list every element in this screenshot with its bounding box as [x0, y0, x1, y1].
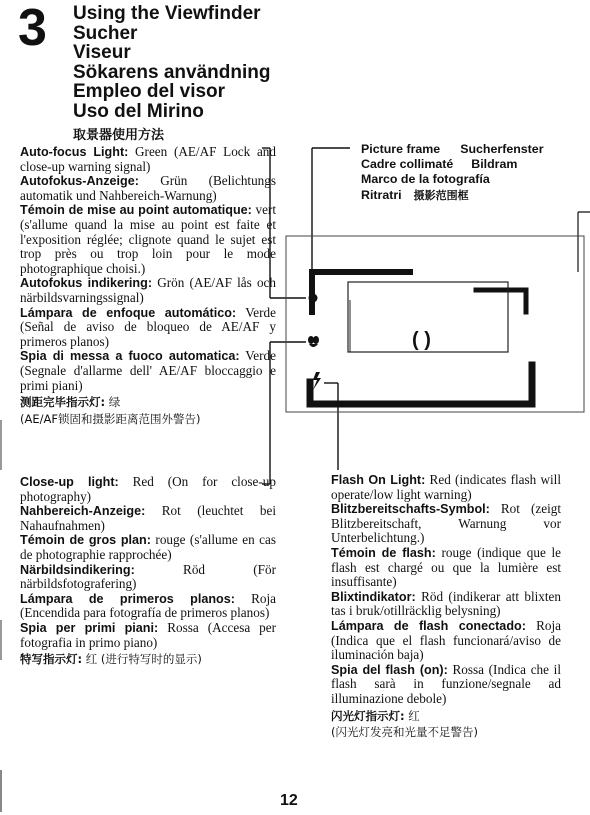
- viewfinder-outer-box: [286, 236, 584, 412]
- af-light-icon: [309, 294, 318, 303]
- fl-zh-note: (闪光灯发亮和光量不足警告): [331, 725, 478, 740]
- fl-sv-label: Blixtindikator:: [331, 589, 416, 604]
- fl-de-label: Blitzbereitschafts-Symbol:: [331, 502, 490, 517]
- cu-en-label: Close-up light:: [20, 475, 119, 489]
- title-fr: Viseur: [73, 42, 131, 64]
- af-fr-text: vert (s'allume quand la mise au point est faite et l'exposition réglée; clignote quand le sujet est trop près ou trop loin pour le mode photographique choisi.): [20, 202, 276, 276]
- af-fr-label: Témoin de mise au point automatique:: [20, 203, 252, 218]
- fl-it-label: Spia del flash (on):: [331, 662, 448, 677]
- fl-fr: [331, 546, 561, 590]
- af-it-label: Spia di messa a fuoco automatica:: [20, 349, 240, 364]
- af-de-text: Grün (Belichtungs automatik und Nahbereich-Warnung): [20, 173, 276, 203]
- leader-lines: [262, 148, 590, 484]
- fl-fr-text: rouge (indique que le flash est chargé ou que la lumière est insuffisante): [331, 544, 561, 590]
- page-number: 12: [280, 792, 298, 809]
- title-sv: Sökarens användning: [73, 61, 271, 83]
- pf-de: Sucherfenster: [460, 142, 544, 156]
- af-zh-note: (AE/AF锁固和摄影距离范围外警告): [20, 411, 201, 426]
- cu-it-label: Spia per primi piani:: [20, 620, 159, 635]
- pf-zh: 摄影范围框: [413, 188, 469, 202]
- pf-en: Picture frame: [361, 142, 441, 156]
- closeup-flower-icon: [308, 336, 319, 347]
- cu-fr-text: rouge (s'allume en cas de photographie rapprochée): [20, 532, 276, 562]
- flash-light-description: [331, 473, 561, 740]
- cu-en-text: Red (On for close-up photography): [20, 474, 276, 504]
- title-de: Sucher: [73, 22, 138, 44]
- fl-fr-label: Témoin de flash:: [331, 545, 436, 560]
- fl-en-label: Flash On Light:: [331, 473, 426, 487]
- fl-zh: [331, 709, 561, 724]
- fl-es-label: Lámpara de flash conectado:: [331, 618, 526, 633]
- cu-sv-text: Röd (För närbildsfotografering): [20, 561, 276, 592]
- fl-zh-label: 闪光灯指示灯:: [331, 708, 405, 723]
- af-sv-label: Autofokus indikering:: [20, 276, 153, 291]
- pf-it: Ritratri: [361, 187, 402, 202]
- fl-zh-text: 红: [408, 708, 420, 723]
- cu-zh-note: (进行特写时的显示): [100, 652, 202, 667]
- cu-sv-label: Närbildsindikering:: [20, 562, 135, 577]
- cu-zh-label: 特写指示灯:: [20, 652, 83, 667]
- af-sv-text: Grön (AE/AF lås och närbildsvarningssignal): [20, 275, 276, 305]
- af-es-text: Verde (Señal de aviso de bloqueo de AE/AF y primeros planos): [20, 304, 276, 349]
- title-en: Using the Viewfinder: [73, 3, 261, 24]
- cu-zh-text: 红: [85, 652, 98, 667]
- pf-sv: Bildram: [471, 157, 518, 172]
- fl-de-text: Rot (zeigt Blitzbereitschaft, Warnung vor Unterbelichtung.): [331, 501, 561, 546]
- cu-es-label: Lámpara de primeros planos:: [20, 591, 235, 606]
- cu-de-text: Rot (leuchtet bei Nahaufnahmen): [20, 503, 277, 533]
- fl-en-text: Red (indicates flash will operate/low light warning): [331, 472, 561, 502]
- section-number: 3: [18, 0, 46, 57]
- cu-fr-label: Témoin de gros plan:: [20, 533, 151, 548]
- fl-it-text: Rossa (Indica che il flash sarà in funzione/segnale ad illuminazione debole): [331, 661, 561, 706]
- fl-es: [331, 619, 561, 663]
- af-brackets-mark: ( ): [412, 329, 431, 351]
- fl-it: [331, 663, 561, 707]
- af-zh-text: 绿: [108, 395, 121, 410]
- af-zh-label: 测距完毕指示灯:: [20, 395, 106, 410]
- af-de-label: Autofokus-Anzeige:: [20, 174, 139, 189]
- fl-sv-text: Röd (indikerar att blixten tas i bruk/otillräcklig belysning): [331, 588, 562, 619]
- fl-en: [331, 473, 561, 502]
- af-en-label: Auto-focus Light:: [20, 145, 129, 159]
- fl-de: [331, 502, 561, 546]
- cu-de-label: Nahbereich-Anzeige:: [20, 504, 146, 519]
- cu-it-text: Rossa (Accesa per fotografia in primo piano): [20, 619, 277, 650]
- fl-sv: [331, 590, 561, 619]
- title-zh: 取景器使用方法: [73, 127, 165, 143]
- af-en-text: Green (AE/AF Lock and close-up warning signal): [20, 144, 276, 174]
- fl-es-text: Roja (Indica que el flash funcionará/aviso de iluminación baja): [331, 617, 562, 663]
- cu-es-text: Roja (Encendida para fotografía de primeros planos): [20, 590, 276, 621]
- af-it-text: Verde (Segnale d'allarme dell' AE/AF bloccaggio e primi piani): [20, 348, 276, 393]
- title-it: Uso del Mirino: [73, 100, 204, 122]
- flash-bolt-icon: [313, 372, 321, 390]
- af-es-label: Lámpara de enfoque automático:: [20, 305, 237, 320]
- pf-fr: Cadre collimaté: [361, 157, 454, 172]
- title-es: Empleo del visor: [73, 81, 226, 103]
- pf-es: Marco de la fotografía: [361, 172, 490, 187]
